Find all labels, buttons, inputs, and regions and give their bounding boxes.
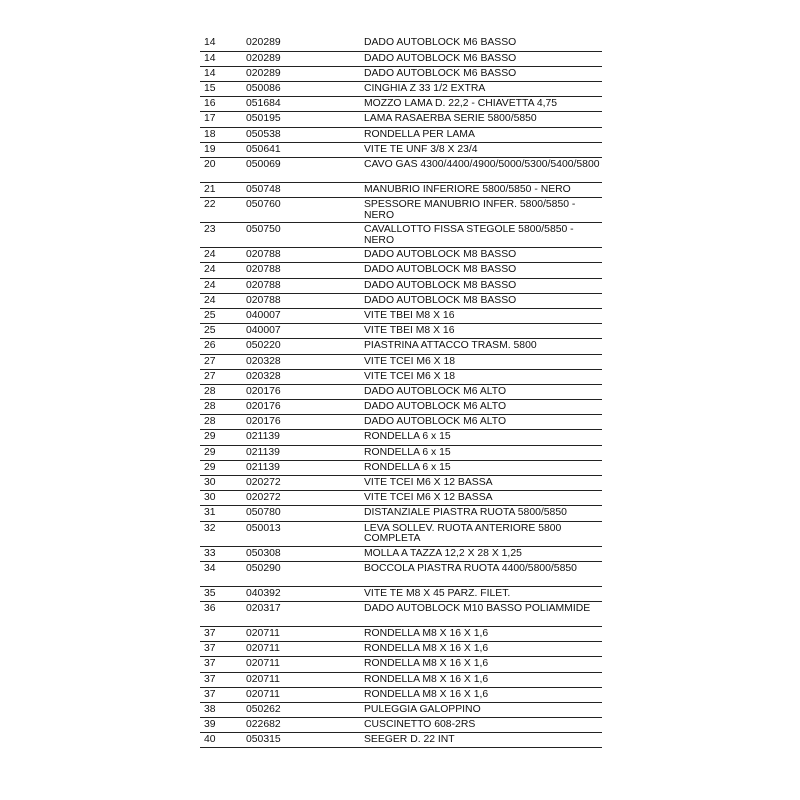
table-row (200, 586, 602, 601)
part-code: 050748 (246, 183, 364, 198)
part-description: VITE TCEI M6 X 18 (364, 354, 602, 369)
position-number: 27 (200, 354, 246, 369)
position-number: 33 (200, 546, 246, 561)
parts-list-body (200, 36, 602, 748)
part-code: 050641 (246, 142, 364, 157)
position-number: 28 (200, 400, 246, 415)
table-row (200, 278, 602, 293)
position-number: 16 (200, 97, 246, 112)
part-code: 021139 (246, 460, 364, 475)
position-number: 39 (200, 718, 246, 733)
position-number: 24 (200, 248, 246, 263)
table-row (200, 248, 602, 263)
part-code: 020176 (246, 415, 364, 430)
part-description: CINGHIA Z 33 1/2 EXTRA (364, 82, 602, 97)
part-description: DADO AUTOBLOCK M6 ALTO (364, 400, 602, 415)
part-description: RONDELLA M8 X 16 X 1,6 (364, 687, 602, 702)
part-description: DADO AUTOBLOCK M6 ALTO (364, 384, 602, 399)
table-row (200, 657, 602, 672)
part-code: 020328 (246, 354, 364, 369)
table-row (200, 369, 602, 384)
part-code: 051684 (246, 97, 364, 112)
position-number: 24 (200, 293, 246, 308)
part-description: VITE TCEI M6 X 18 (364, 369, 602, 384)
part-description: MANUBRIO INFERIORE 5800/5850 - NERO (364, 183, 602, 198)
part-description: RONDELLA 6 x 15 (364, 445, 602, 460)
part-description: VITE TBEI M8 X 16 (364, 324, 602, 339)
part-description: VITE TE M8 X 45 PARZ. FILET. (364, 586, 602, 601)
part-code: 021139 (246, 445, 364, 460)
table-row (200, 158, 602, 183)
table-row (200, 142, 602, 157)
table-row (200, 127, 602, 142)
part-description: CUSCINETTO 608-2RS (364, 718, 602, 733)
table-row (200, 66, 602, 81)
position-number: 28 (200, 415, 246, 430)
part-description: SEEGER D. 22 INT (364, 733, 602, 748)
table-row (200, 506, 602, 521)
part-code: 050538 (246, 127, 364, 142)
part-code: 020176 (246, 384, 364, 399)
table-row (200, 718, 602, 733)
position-number: 25 (200, 324, 246, 339)
table-row (200, 97, 602, 112)
position-number: 28 (200, 384, 246, 399)
table-row (200, 476, 602, 491)
position-number: 14 (200, 66, 246, 81)
part-description: DADO AUTOBLOCK M10 BASSO POLIAMMIDE (364, 601, 602, 626)
part-description: RONDELLA 6 x 15 (364, 430, 602, 445)
table-row (200, 687, 602, 702)
part-code: 020788 (246, 248, 364, 263)
part-description: DADO AUTOBLOCK M6 ALTO (364, 415, 602, 430)
table-row (200, 384, 602, 399)
part-code: 020289 (246, 36, 364, 51)
table-row (200, 51, 602, 66)
part-code: 040007 (246, 324, 364, 339)
position-number: 40 (200, 733, 246, 748)
part-code: 020788 (246, 278, 364, 293)
part-description: CAVALLOTTO FISSA STEGOLE 5800/5850 - NERO (364, 223, 602, 248)
table-row (200, 223, 602, 248)
part-description: PULEGGIA GALOPPINO (364, 702, 602, 717)
part-description: MOZZO LAMA D. 22,2 - CHIAVETTA 4,75 (364, 97, 602, 112)
position-number: 21 (200, 183, 246, 198)
table-row (200, 445, 602, 460)
part-code: 040392 (246, 586, 364, 601)
table-row (200, 601, 602, 626)
position-number: 14 (200, 36, 246, 51)
part-description: BOCCOLA PIASTRA RUOTA 4400/5800/5850 (364, 561, 602, 586)
part-description: RONDELLA M8 X 16 X 1,6 (364, 657, 602, 672)
part-code: 050308 (246, 546, 364, 561)
part-code: 050750 (246, 223, 364, 248)
part-description: RONDELLA M8 X 16 X 1,6 (364, 626, 602, 641)
part-description: RONDELLA PER LAMA (364, 127, 602, 142)
position-number: 35 (200, 586, 246, 601)
part-description: DADO AUTOBLOCK M8 BASSO (364, 248, 602, 263)
position-number: 29 (200, 460, 246, 475)
position-number: 30 (200, 491, 246, 506)
part-description: VITE TCEI M6 X 12 BASSA (364, 476, 602, 491)
table-row (200, 308, 602, 323)
part-code: 020272 (246, 491, 364, 506)
position-number: 36 (200, 601, 246, 626)
part-description: DADO AUTOBLOCK M6 BASSO (364, 66, 602, 81)
position-number: 37 (200, 642, 246, 657)
part-code: 020289 (246, 51, 364, 66)
part-description: VITE TBEI M8 X 16 (364, 308, 602, 323)
table-row (200, 400, 602, 415)
position-number: 29 (200, 430, 246, 445)
table-row (200, 112, 602, 127)
table-row (200, 491, 602, 506)
part-description: VITE TCEI M6 X 12 BASSA (364, 491, 602, 506)
part-code: 020711 (246, 672, 364, 687)
table-row (200, 198, 602, 223)
part-description: LEVA SOLLEV. RUOTA ANTERIORE 5800 COMPLETA (364, 521, 602, 546)
part-code: 020176 (246, 400, 364, 415)
position-number: 22 (200, 198, 246, 223)
table-row (200, 561, 602, 586)
part-code: 020788 (246, 263, 364, 278)
position-number: 27 (200, 369, 246, 384)
parts-list-table (200, 36, 602, 748)
position-number: 34 (200, 561, 246, 586)
part-description: RONDELLA M8 X 16 X 1,6 (364, 642, 602, 657)
part-code: 050013 (246, 521, 364, 546)
position-number: 32 (200, 521, 246, 546)
part-code: 050262 (246, 702, 364, 717)
part-code: 020711 (246, 657, 364, 672)
part-code: 050086 (246, 82, 364, 97)
part-code: 020788 (246, 293, 364, 308)
part-description: CAVO GAS 4300/4400/4900/5000/5300/5400/5800 (364, 158, 602, 183)
table-row (200, 642, 602, 657)
table-row (200, 702, 602, 717)
part-description: LAMA RASAERBA SERIE 5800/5850 (364, 112, 602, 127)
part-code: 050780 (246, 506, 364, 521)
part-description: RONDELLA 6 x 15 (364, 460, 602, 475)
part-code: 022682 (246, 718, 364, 733)
position-number: 19 (200, 142, 246, 157)
part-description: DADO AUTOBLOCK M8 BASSO (364, 263, 602, 278)
part-description: DADO AUTOBLOCK M8 BASSO (364, 293, 602, 308)
position-number: 23 (200, 223, 246, 248)
position-number: 31 (200, 506, 246, 521)
part-code: 050195 (246, 112, 364, 127)
part-code: 050760 (246, 198, 364, 223)
part-code: 040007 (246, 308, 364, 323)
position-number: 37 (200, 687, 246, 702)
table-row (200, 36, 602, 51)
part-description: DADO AUTOBLOCK M6 BASSO (364, 51, 602, 66)
table-row (200, 672, 602, 687)
position-number: 20 (200, 158, 246, 183)
position-number: 14 (200, 51, 246, 66)
part-description: MOLLA A TAZZA 12,2 X 28 X 1,25 (364, 546, 602, 561)
table-row (200, 521, 602, 546)
table-row (200, 183, 602, 198)
part-code: 020272 (246, 476, 364, 491)
table-row (200, 733, 602, 748)
position-number: 24 (200, 263, 246, 278)
position-number: 15 (200, 82, 246, 97)
position-number: 25 (200, 308, 246, 323)
part-code: 020711 (246, 687, 364, 702)
part-description: RONDELLA M8 X 16 X 1,6 (364, 672, 602, 687)
part-description: PIASTRINA ATTACCO TRASM. 5800 (364, 339, 602, 354)
table-row (200, 546, 602, 561)
position-number: 29 (200, 445, 246, 460)
part-description: DADO AUTOBLOCK M6 BASSO (364, 36, 602, 51)
position-number: 30 (200, 476, 246, 491)
table-row (200, 460, 602, 475)
table-row (200, 430, 602, 445)
part-code: 020711 (246, 626, 364, 641)
part-code: 020711 (246, 642, 364, 657)
table-row (200, 263, 602, 278)
table-row (200, 415, 602, 430)
table-row (200, 626, 602, 641)
position-number: 37 (200, 626, 246, 641)
table-row (200, 82, 602, 97)
position-number: 24 (200, 278, 246, 293)
table-row (200, 354, 602, 369)
table-row (200, 339, 602, 354)
part-code: 020328 (246, 369, 364, 384)
part-code: 020317 (246, 601, 364, 626)
part-description: DISTANZIALE PIASTRA RUOTA 5800/5850 (364, 506, 602, 521)
part-code: 020289 (246, 66, 364, 81)
position-number: 37 (200, 657, 246, 672)
position-number: 38 (200, 702, 246, 717)
part-code: 021139 (246, 430, 364, 445)
position-number: 37 (200, 672, 246, 687)
position-number: 18 (200, 127, 246, 142)
table-row (200, 293, 602, 308)
part-code: 050220 (246, 339, 364, 354)
part-code: 050290 (246, 561, 364, 586)
position-number: 17 (200, 112, 246, 127)
part-description: VITE TE UNF 3/8 X 23/4 (364, 142, 602, 157)
part-description: DADO AUTOBLOCK M8 BASSO (364, 278, 602, 293)
position-number: 26 (200, 339, 246, 354)
part-code: 050315 (246, 733, 364, 748)
part-code: 050069 (246, 158, 364, 183)
part-description: SPESSORE MANUBRIO INFER. 5800/5850 - NERO (364, 198, 602, 223)
table-row (200, 324, 602, 339)
